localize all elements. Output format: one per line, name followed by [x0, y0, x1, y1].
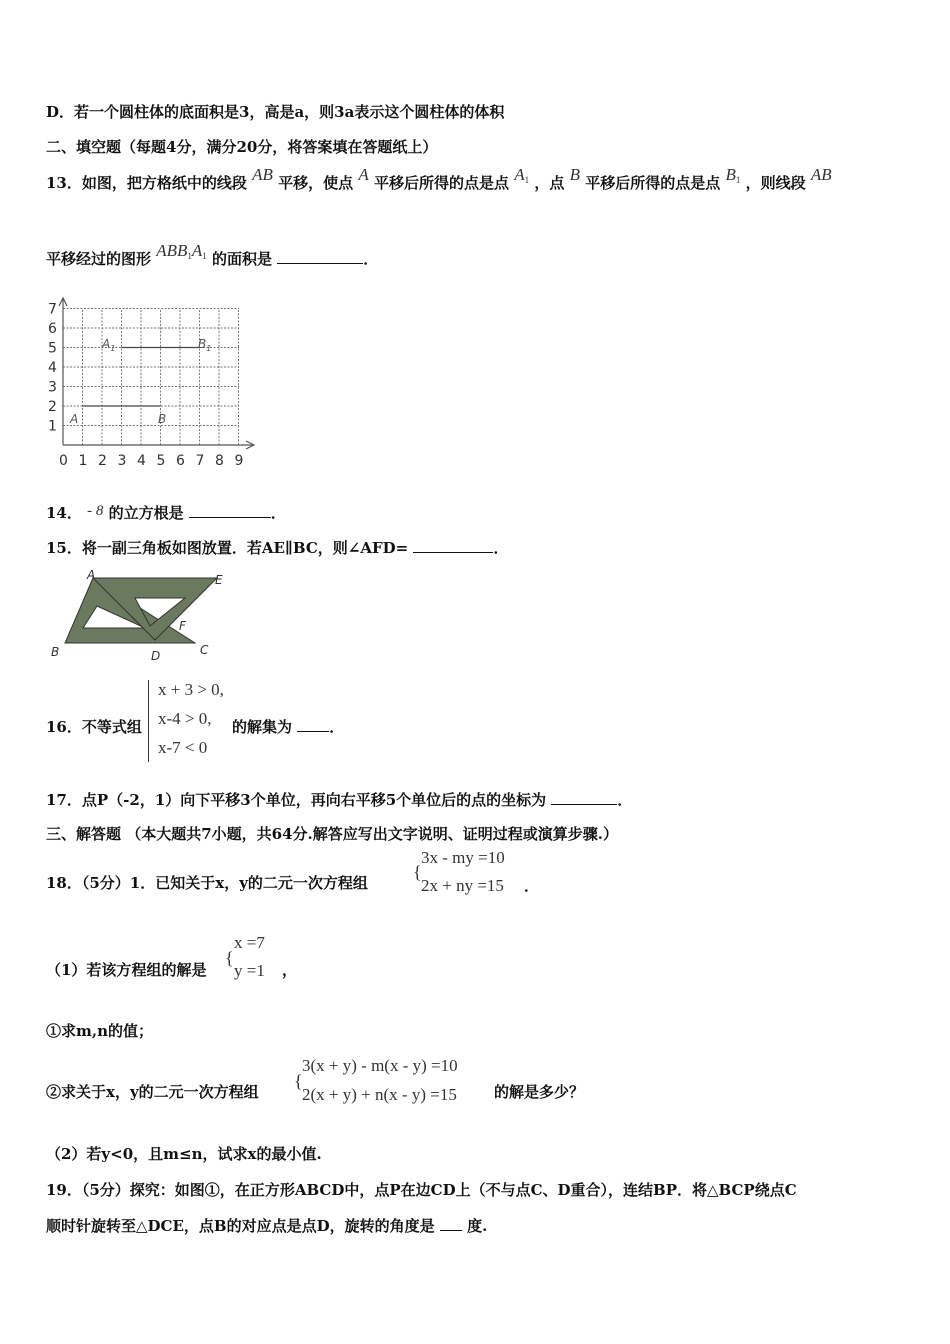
q13-text-b: 平移，使点: [278, 174, 354, 192]
tri-label-e: E: [215, 573, 223, 587]
x-tick-label: 2: [98, 453, 107, 469]
q18-line: [46, 873, 368, 893]
q18b-eq-2: 2(x + y) + n(x - y) =15: [302, 1085, 457, 1104]
axes: [59, 298, 254, 449]
q17-text: 17．点P（-2，1）向下平移3个单位，再向右平移5个单位后的点的坐标为: [46, 791, 547, 809]
math-neg8: - 8: [87, 503, 104, 519]
math-a: A: [358, 165, 369, 184]
sol-y: y =1: [234, 961, 265, 980]
q13-line2: 平移经过的图形 ABB1A1 的面积是 ．: [46, 241, 379, 268]
tri-label-a: A: [87, 568, 96, 582]
math-b: B: [569, 165, 581, 184]
q14-text-a: 14．: [46, 504, 82, 522]
sol-x: x =7: [234, 933, 265, 952]
x-tick-label: 4: [137, 453, 146, 469]
math-a1: A1: [514, 165, 530, 185]
q18-sub-ii-text: ②求关于x，y的二元一次方程组: [46, 1083, 259, 1101]
triangle-figure: [45, 568, 235, 663]
q18-eq-2: 2x + ny =15: [421, 876, 504, 895]
q18b-brace: {: [294, 1071, 303, 1091]
label-a: A: [70, 412, 79, 426]
y-tick-label: 3: [48, 379, 57, 396]
q18b-eq-1: 3(x + y) - m(x - y) =10: [302, 1056, 458, 1075]
y-tick-label: 6: [48, 321, 57, 337]
math-ab-2: AB: [810, 165, 832, 184]
y-tick-label: 7: [48, 301, 57, 318]
x-tick-label: 9: [234, 453, 244, 469]
q13-text-f: ，则线段: [745, 174, 806, 192]
q16-text-b: 的解集为: [232, 718, 293, 736]
q14-line: 14． - 8 的立方根是 ．: [46, 503, 286, 522]
q18-sub-ii-line: [46, 1082, 259, 1102]
x-tick-label: 6: [176, 453, 185, 469]
math-ab: AB: [252, 165, 273, 184]
q18-text: 18．（5分）1．已知关于x，y的二元一次方程组: [46, 874, 368, 892]
q13-line1: [46, 165, 832, 195]
q13-text-h: 的面积是: [212, 250, 273, 268]
q16-text-a: 16．不等式组: [46, 718, 142, 736]
q13-text-e: 平移后所得的点是点: [585, 174, 721, 192]
q16-line: [46, 717, 142, 737]
q14-text-b: 的立方根是: [108, 504, 184, 522]
q18-sub-i: ①求m,n的值；: [46, 1022, 154, 1040]
y-tick-label: 1: [48, 418, 57, 435]
math-b1: B1: [725, 165, 741, 185]
x-tick-label: 5: [156, 453, 166, 469]
tri-label-f: F: [179, 619, 186, 633]
q15-answer-blank[interactable]: [413, 538, 493, 553]
q14-answer-blank[interactable]: [189, 503, 271, 518]
math-abb1a1: ABB1A1: [156, 241, 207, 261]
q18-eq-1: 3x - my =10: [421, 848, 505, 867]
q13-text-g: 平移经过的图形: [46, 250, 152, 268]
y-tick-label: 2: [48, 399, 57, 415]
q18-part2: （2）若y<0，且m≤n，试求x的最小值.: [46, 1145, 322, 1163]
ineq-row-1: x + 3 > 0,: [158, 680, 224, 699]
q18-sub-ii-end: 的解是多少？: [494, 1083, 585, 1101]
tri-label-d: D: [151, 649, 161, 663]
q19-text-b: 顺时针旋转至△DCE，点B的对应点是点D，旋转的角度是: [46, 1217, 435, 1235]
q15-text: 15．将一副三角板如图放置．若AE∥BC，则∠AFD=: [46, 539, 409, 557]
q18-part1-text: （1）若该方程组的解是: [46, 961, 207, 979]
q19-text-end: 度.: [467, 1217, 488, 1235]
q19-line2: [46, 1216, 487, 1236]
q19-line1: 19．（5分）探究：如图①，在正方形ABCD中，点P在边CD上（不与点C、D重合），连结BP．将△BCP绕点C: [46, 1181, 797, 1199]
grid-lines: [63, 309, 239, 446]
label-b: B: [158, 412, 167, 426]
x-tick-label: 8: [215, 453, 224, 469]
q13-text-a: 13．如图，把方格纸中的线段: [46, 174, 247, 192]
section-3-heading: 三、解答题 （本大题共7小题，共64分.解答应写出文字说明、证明过程或演算步骤.）: [46, 825, 618, 843]
triangle-shapes: [65, 578, 217, 643]
ineq-row-2: x-4 > 0,: [158, 709, 212, 728]
section-2-heading: 二、填空题（每题4分，满分20分，将答案填在答题纸上）: [46, 138, 438, 156]
q16-brace: [148, 680, 155, 762]
q19-answer-blank[interactable]: [440, 1216, 462, 1231]
ineq-row-3: x-7 < 0: [158, 738, 208, 757]
tri-label-c: C: [200, 643, 209, 657]
label-a1: $A_1$: [102, 337, 116, 353]
y-tick-label: 5: [48, 340, 57, 357]
q13-answer-blank[interactable]: [277, 249, 363, 264]
q18-brace: {: [413, 862, 422, 882]
q16-answer-blank[interactable]: [297, 717, 329, 732]
tri-label-b: B: [51, 645, 60, 659]
q17-line: 17．点P（-2，1）向下平移3个单位，再向右平移5个单位后的点的坐标为 ．: [46, 791, 633, 809]
q18-dot: ．: [524, 877, 540, 895]
x-tick-label: 0: [59, 453, 68, 469]
x-tick-label: 7: [195, 453, 205, 469]
q18-sol-brace: {: [225, 948, 234, 968]
q16-line-end: 的解集为 ．: [232, 718, 345, 736]
q18-part1-comma: ，: [282, 961, 298, 979]
q17-answer-blank[interactable]: [551, 790, 617, 805]
label-b1: $B_1$: [198, 337, 212, 353]
q13-text-c: 平移后所得的点是点: [374, 174, 510, 192]
q13-text-d: ，点: [534, 174, 565, 192]
option-d-text: D．若一个圆柱体的底面积是3，高是a，则3a表示这个圆柱体的体积: [46, 103, 505, 121]
q15-line: 15．将一副三角板如图放置．若AE∥BC，则∠AFD= ．: [46, 539, 509, 557]
y-tick-label: 4: [48, 360, 57, 376]
x-tick-label: 1: [78, 453, 88, 469]
x-tick-label: 3: [117, 453, 127, 469]
q18-part1-line: [46, 960, 206, 980]
grid-figure: [40, 293, 265, 473]
